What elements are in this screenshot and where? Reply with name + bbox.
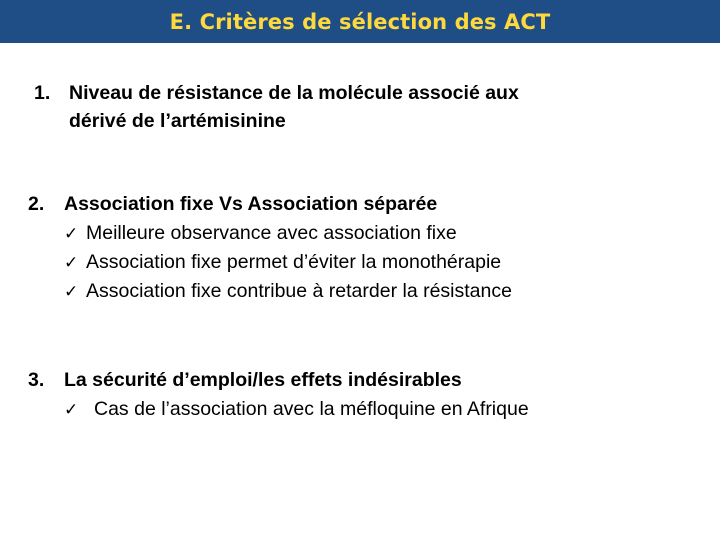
sub-item-text: Association fixe permet d’éviter la monothérapie — [86, 251, 502, 273]
item-text-line1: Association fixe Vs Association séparée — [64, 193, 438, 215]
slide-title: E. Critères de sélection des ACT — [169, 9, 551, 34]
check-icon: ✓ — [64, 224, 79, 244]
sub-item-text: Cas de l’association avec la méfloquine en Afrique — [94, 398, 529, 420]
sub-item-text: Meilleure observance avec association fixe — [86, 222, 457, 244]
sub-item — [64, 219, 457, 248]
item-text-line1: La sécurité d’emploi/les effets indésirables — [64, 369, 462, 391]
item-number: 2. — [28, 193, 45, 215]
item-number: 3. — [28, 369, 45, 391]
item-number: 1. — [34, 82, 51, 104]
check-icon: ✓ — [64, 253, 79, 273]
item-text-line1: Niveau de résistance de la molécule associé aux — [69, 82, 519, 104]
list-item-3 — [28, 366, 462, 394]
sub-item-text: Association fixe contribue à retarder la résistance — [86, 280, 512, 302]
list-item-1 — [34, 79, 519, 135]
list-item-2 — [28, 190, 437, 218]
check-icon: ✓ — [64, 282, 79, 302]
check-icon: ✓ — [64, 400, 79, 420]
sub-item — [64, 395, 529, 424]
sub-item — [64, 248, 501, 277]
item-text-line2: dérivé de l’artémisinine — [69, 110, 286, 132]
sub-item — [64, 277, 512, 306]
title-bar — [0, 0, 720, 43]
